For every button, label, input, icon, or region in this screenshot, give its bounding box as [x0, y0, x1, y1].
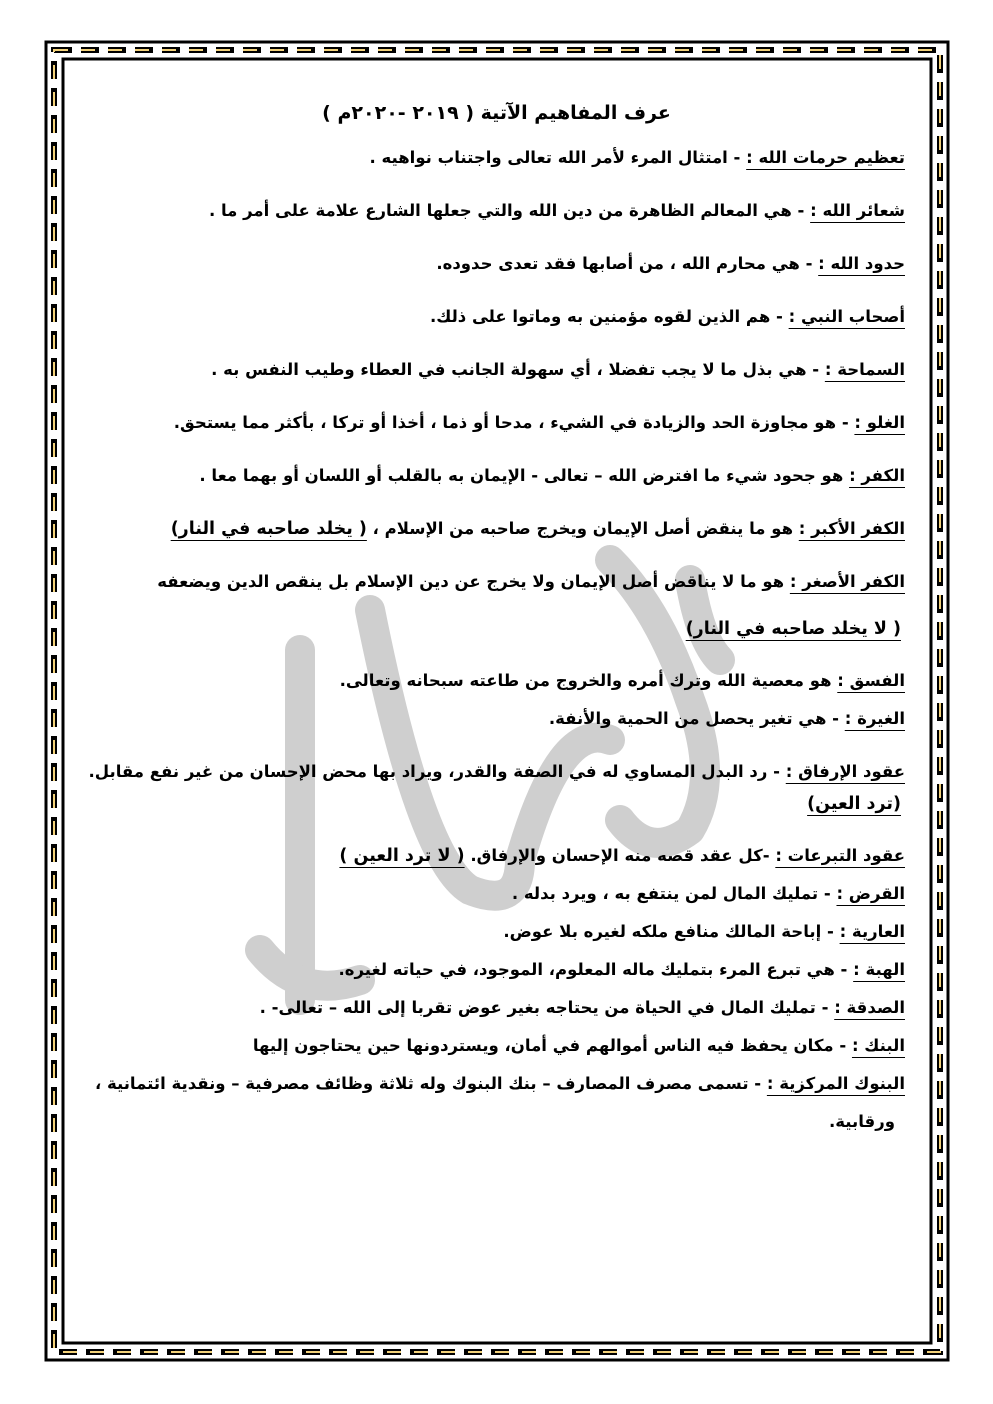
entry-ashab: [88, 303, 905, 331]
definition: - تسمى مصرف المصارف – بنك البنوك وله ثلاثة وظائف مصرفية – ونقدية ائتمانية ،: [94, 1074, 767, 1093]
definition: - امتثال المرء لأمر الله تعالى واجتناب نواهيه .: [369, 148, 747, 167]
entry-samaha: [88, 356, 905, 384]
entry-ghulu: [88, 409, 905, 437]
term: الفسق :: [837, 671, 905, 690]
definition: - تمليك المال في الحياة من يحتاجه بغير عوض تقربا إلى الله – تعالى- .: [259, 998, 835, 1017]
term: تعظيم حرمات الله :: [746, 148, 905, 167]
definition: - هو مجاوزة الحد والزيادة في الشيء ، مدحا أو ذما ، أخذا أو تركا ، بأكثر مما يستحق.: [173, 413, 855, 432]
page-title: عرف المفاهيم الآتية ( ٢٠١٩ -٢٠٢٠م ): [322, 102, 671, 124]
definition: - تمليك المال لمن ينتفع به ، ويرد بدله .: [511, 884, 837, 903]
entry-sadaqa: [88, 994, 905, 1022]
entry-hiba: [88, 956, 905, 984]
term: الكفر :: [849, 466, 905, 485]
definition-continuation: ورقابية.: [829, 1112, 895, 1131]
term: الكفر الأكبر :: [798, 519, 905, 538]
term: الكفر الأصغر :: [789, 572, 905, 591]
entry-kufr: [88, 462, 905, 490]
definition: - رد البدل المساوي له في الصفة والقدر، ويراد بها محض الإحسان من غير نفع مقابل.: [88, 762, 786, 781]
term: البنك :: [851, 1036, 905, 1055]
definition: - هي بذل ما لا يجب تفضلا ، أي سهولة الجانب في العطاء وطيب النفس به .: [211, 360, 825, 379]
entry-central-banks-cont: [88, 1108, 905, 1136]
term: العارية :: [839, 922, 905, 941]
entry-qard: [88, 880, 905, 908]
entry-central-banks: [88, 1070, 905, 1098]
term: شعائر الله :: [810, 201, 905, 220]
entry-irfaq: [88, 758, 905, 786]
entry-kufr-asghar: [88, 568, 905, 596]
definition: - إباحة المالك منافع ملكه لغيره بلا عوض.: [503, 922, 840, 941]
entry-tazim: [88, 144, 905, 172]
definition: هو ما لا يناقض أصل الإيمان ولا يخرج عن دين الإسلام بل ينقص الدين ويضعفه: [157, 572, 790, 591]
term: الغيرة :: [844, 709, 905, 728]
definition: - هي تغير يحصل من الحمية والأنفة.: [548, 709, 845, 728]
term: عقود التبرعات :: [775, 846, 905, 865]
entry-bank: [88, 1032, 905, 1060]
entry-shaair: [88, 197, 905, 225]
note: ( يخلد صاحبه في النار): [170, 519, 367, 539]
entry-ghayra: [88, 705, 905, 733]
note: ( لا ترد العين ): [339, 846, 465, 866]
entry-tabarruat: [88, 842, 905, 870]
note: (ترد العين): [807, 794, 901, 814]
definition: -كل عقد قصه منه الإحسان والإرفاق.: [464, 846, 776, 865]
entry-ariya: [88, 918, 905, 946]
definition: هو معصية الله وترك أمره والخروج من طاعته سبحانه وتعالى.: [339, 671, 838, 690]
term: حدود الله :: [818, 254, 905, 273]
term: الغلو :: [854, 413, 905, 432]
definition: - هي محارم الله ، من أصابها فقد تعدى حدوده.: [436, 254, 819, 273]
definition: - هي المعالم الظاهرة من دين الله والتي جعلها الشارع علامة على أمر ما .: [208, 201, 811, 220]
definition: - هي تبرع المرء بتمليك ماله المعلوم، الموجود، في حياته لغيره.: [338, 960, 854, 979]
entry-kufr-akbar: [88, 515, 905, 543]
definition: هو جحود شيء ما افترض الله – تعالى - الإيمان به بالقلب أو اللسان أو بهما معا .: [199, 466, 850, 485]
term: عقود الإرفاق :: [785, 762, 905, 781]
term: القرض :: [836, 884, 905, 903]
term: أصحاب النبي :: [788, 307, 905, 326]
definition: هو ما ينقض أصل الإيمان ويخرج صاحبه من الإسلام ،: [366, 519, 799, 538]
term: الهبة :: [853, 960, 905, 979]
entry-fisq: [88, 667, 905, 695]
content-area: [88, 98, 905, 1161]
term: الصدقة :: [834, 998, 905, 1017]
definition: - مكان يحفظ فيه الناس أموالهم في أمان، ويستردونها حين يحتاجون إليها: [252, 1036, 852, 1055]
entry-irfaq-note: [88, 790, 905, 818]
term: البنوك المركزية :: [766, 1074, 905, 1093]
note: ( لا يخلد صاحبه في النار): [685, 619, 901, 639]
definition: - هم الذين لقوه مؤمنين به وماتوا على ذلك.: [429, 307, 789, 326]
entry-hudud: [88, 250, 905, 278]
term: السماحة :: [824, 360, 905, 379]
entry-kufr-asghar-note: [88, 615, 905, 643]
